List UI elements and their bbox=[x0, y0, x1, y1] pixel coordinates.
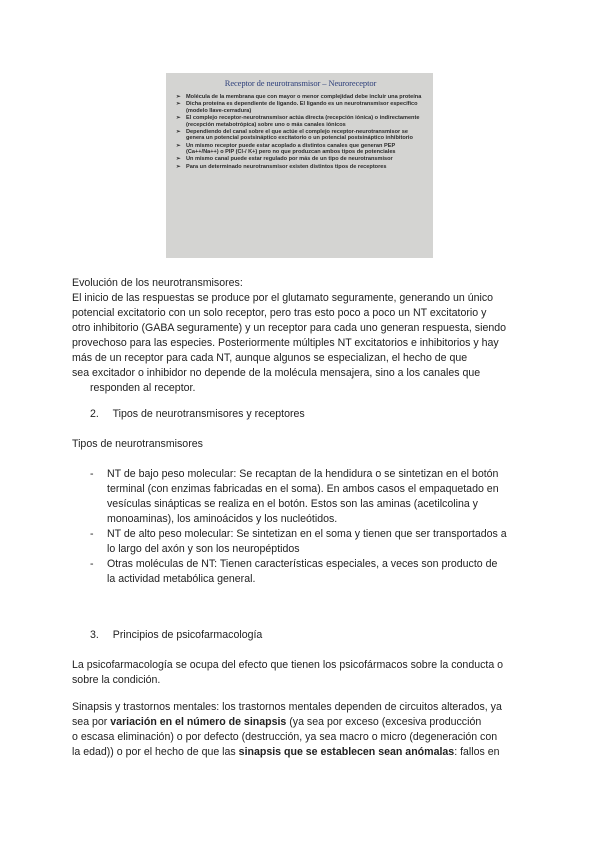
section-heading bbox=[90, 407, 305, 422]
slide-title: Receptor de neurotransmisor – Neuroreceptor bbox=[224, 78, 377, 88]
section-title: Tipos de neurotransmisores y receptores bbox=[112, 408, 305, 420]
dash-bullet: - bbox=[90, 468, 94, 480]
section-title: Principios de psicofarmacología bbox=[112, 629, 263, 641]
slide-item: ➢ Un mismo receptor puede estar acoplado a distintos canales que generan PEP (Ca++/Na++) o PIP (Cl-/ K+) pero no que produzcan ambos tipos de potenciales bbox=[176, 142, 396, 156]
evolucion-heading: Evolución de los neurotransmisores: bbox=[72, 277, 243, 289]
section-number: 2. bbox=[90, 408, 99, 420]
text-line: responden al receptor. bbox=[90, 382, 196, 394]
sinapsis-paragraph bbox=[72, 700, 532, 760]
list-item: - NT de alto peso molecular: Se sintetizan en el soma y tienen que ser transportados a lo largo del axón y son los neuropéptidos bbox=[90, 528, 507, 555]
arrow-bullet-icon: ➢ bbox=[176, 101, 181, 108]
text-line: La psicofarmacología se ocupa del efecto que tienen los psicofármacos sobre la conducta o bbox=[72, 659, 504, 671]
slide-item: ➢ Para un determinado neurotransmisor existen distintos tipos de receptores bbox=[176, 163, 387, 170]
tipos-heading: Tipos de neurotransmisores bbox=[72, 438, 203, 450]
bold-phrase: sinapsis que se establecen sean anómalas bbox=[238, 746, 455, 758]
arrow-bullet-icon: ➢ bbox=[176, 156, 181, 163]
slide-item: ➢ El complejo receptor-neurotransmisor actúa directa (recepción iónica) o indirectamente (recepción metabotrópica) sobre uno o más canales iónicos bbox=[176, 114, 420, 128]
section-heading bbox=[90, 628, 262, 643]
text-line: provechoso para las especies. Posteriormente múltiples NT excitatorios e inhibitorios y hay bbox=[72, 337, 499, 349]
arrow-bullet-icon: ➢ bbox=[176, 128, 181, 135]
text-line: sea excitador o inhibidor no depende de la molécula mensajera, sino a los canales que bbox=[72, 367, 481, 379]
text-line: la edad)) o por el hecho de que las sinapsis que se establecen sean anómalas: fallos en bbox=[72, 746, 500, 758]
text-line: otro inhibitorio (GABA seguramente) y un receptor para cada uno generan respuesta, siendo bbox=[72, 322, 507, 334]
arrow-bullet-icon: ➢ bbox=[176, 114, 181, 121]
text-line: o escasa eliminación) o por defecto (destrucción, ya sea macro o micro (degeneración con bbox=[72, 731, 498, 743]
psico-paragraph bbox=[72, 658, 532, 688]
slide-item: ➢ Molécula de la membrana que con mayor o menor complejidad debe incluir una proteína bbox=[176, 94, 422, 100]
text-line: Sinapsis y trastornos mentales: los trastornos mentales dependen de circuitos alterados, ya bbox=[72, 701, 502, 713]
slide-list bbox=[176, 94, 425, 170]
dash-bullet: - bbox=[90, 528, 94, 540]
text-line: sobre la condición. bbox=[72, 674, 161, 686]
text-line: potencial excitatorio con un solo receptor, pero tras esto poco a poco un NT excitatorio y bbox=[72, 307, 487, 319]
arrow-bullet-icon: ➢ bbox=[176, 142, 181, 149]
text-line: sea por variación en el número de sinapsis (ya sea por exceso (excesiva producción bbox=[72, 716, 482, 728]
slide-item: ➢ Un mismo canal puede estar regulado por más de un tipo de neurotransmisor bbox=[176, 156, 393, 163]
bold-phrase: variación en el número de sinapsis bbox=[110, 716, 287, 728]
arrow-bullet-icon: ➢ bbox=[176, 94, 181, 100]
list-item: - NT de bajo peso molecular: Se recaptan de la hendidura o se sintetizan en el botón terminal (con enzimas fabricadas en el soma). En ambos casos el empaquetado en vesículas sinápticas se realiza en el botón. Estos son las aminas (acetilcolina y monoaminas), los aminoácidos y los nucleótidos. bbox=[90, 468, 499, 525]
evolucion-section bbox=[72, 276, 532, 396]
slide-item: ➢ Dicha proteína es dependiente de ligando. El ligando es un neurotransmisor específico (modelo llave-cerradura) bbox=[176, 101, 418, 114]
dash-bullet: - bbox=[90, 558, 94, 570]
text-line: El inicio de las respuestas se produce por el glutamato seguramente, generando un único bbox=[72, 292, 494, 304]
arrow-bullet-icon: ➢ bbox=[176, 163, 181, 170]
section-number: 3. bbox=[90, 629, 99, 641]
text-line: más de un receptor para cada NT, aunque algunos se especializan, el hecho de que bbox=[72, 352, 468, 364]
slide-image bbox=[166, 73, 433, 258]
tipos-list bbox=[90, 467, 530, 587]
list-item: - Otras moléculas de NT: Tienen características especiales, a veces son producto de la actividad metabólica general. bbox=[90, 558, 498, 585]
slide-item: ➢ Dependiendo del canal sobre el que actúe el complejo receptor-neurotransmisor se genera un potencial postsináptico excitatorio o un potencial postsináptico inhibitorio bbox=[176, 128, 413, 142]
